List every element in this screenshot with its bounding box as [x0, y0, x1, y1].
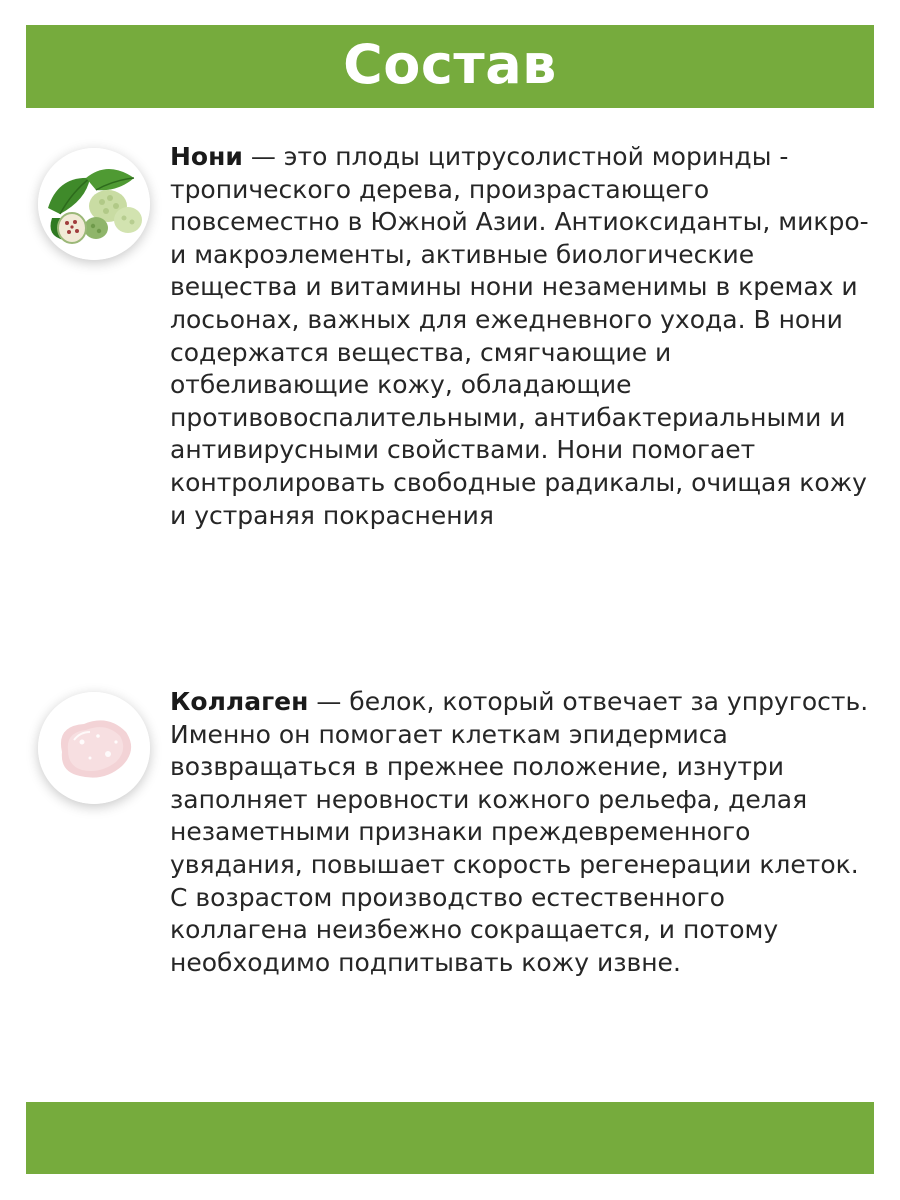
collagen-gel-icon	[38, 692, 150, 804]
footer-band	[26, 1102, 874, 1174]
collagen-title: Коллаген	[170, 687, 309, 716]
noni-section	[170, 141, 870, 532]
noni-fruit-icon	[38, 148, 150, 260]
header-band	[26, 25, 874, 108]
noni-text: — это плоды цитрусолистной моринды - тропического дерева, произрастающего повсеместно в Южной Азии. Антиоксиданты, микро- и макроэлементы, активные биологические вещества и витамины нони незаменимы в кремах и лосьонах, важных для ежедневного ухода. В нони содержатся вещества, смягчающие и отбеливающие кожу, обладающие противовоспалительными, антибактериальными и антивирусными свойствами. Нони помогает контролировать свободные радикалы, очищая кожу и устраняя покраснения	[170, 142, 869, 530]
collagen-text: — белок, который отвечает за упругость. Именно он помогает клеткам эпидермиса возвращаться в прежнее положение, изнутри заполняет неровности кожного рельефа, делая незаметными признаки преждевременного увядания, повышает скорость регенерации клеток. С возрастом производство естественного коллагена неизбежно сокращается, и потому необходимо подпитывать кожу извне.	[170, 687, 869, 977]
collagen-description	[170, 686, 870, 979]
noni-description	[170, 141, 870, 532]
noni-title: Нони	[170, 142, 243, 171]
page-title: Состав	[343, 32, 557, 96]
collagen-section	[170, 686, 870, 979]
